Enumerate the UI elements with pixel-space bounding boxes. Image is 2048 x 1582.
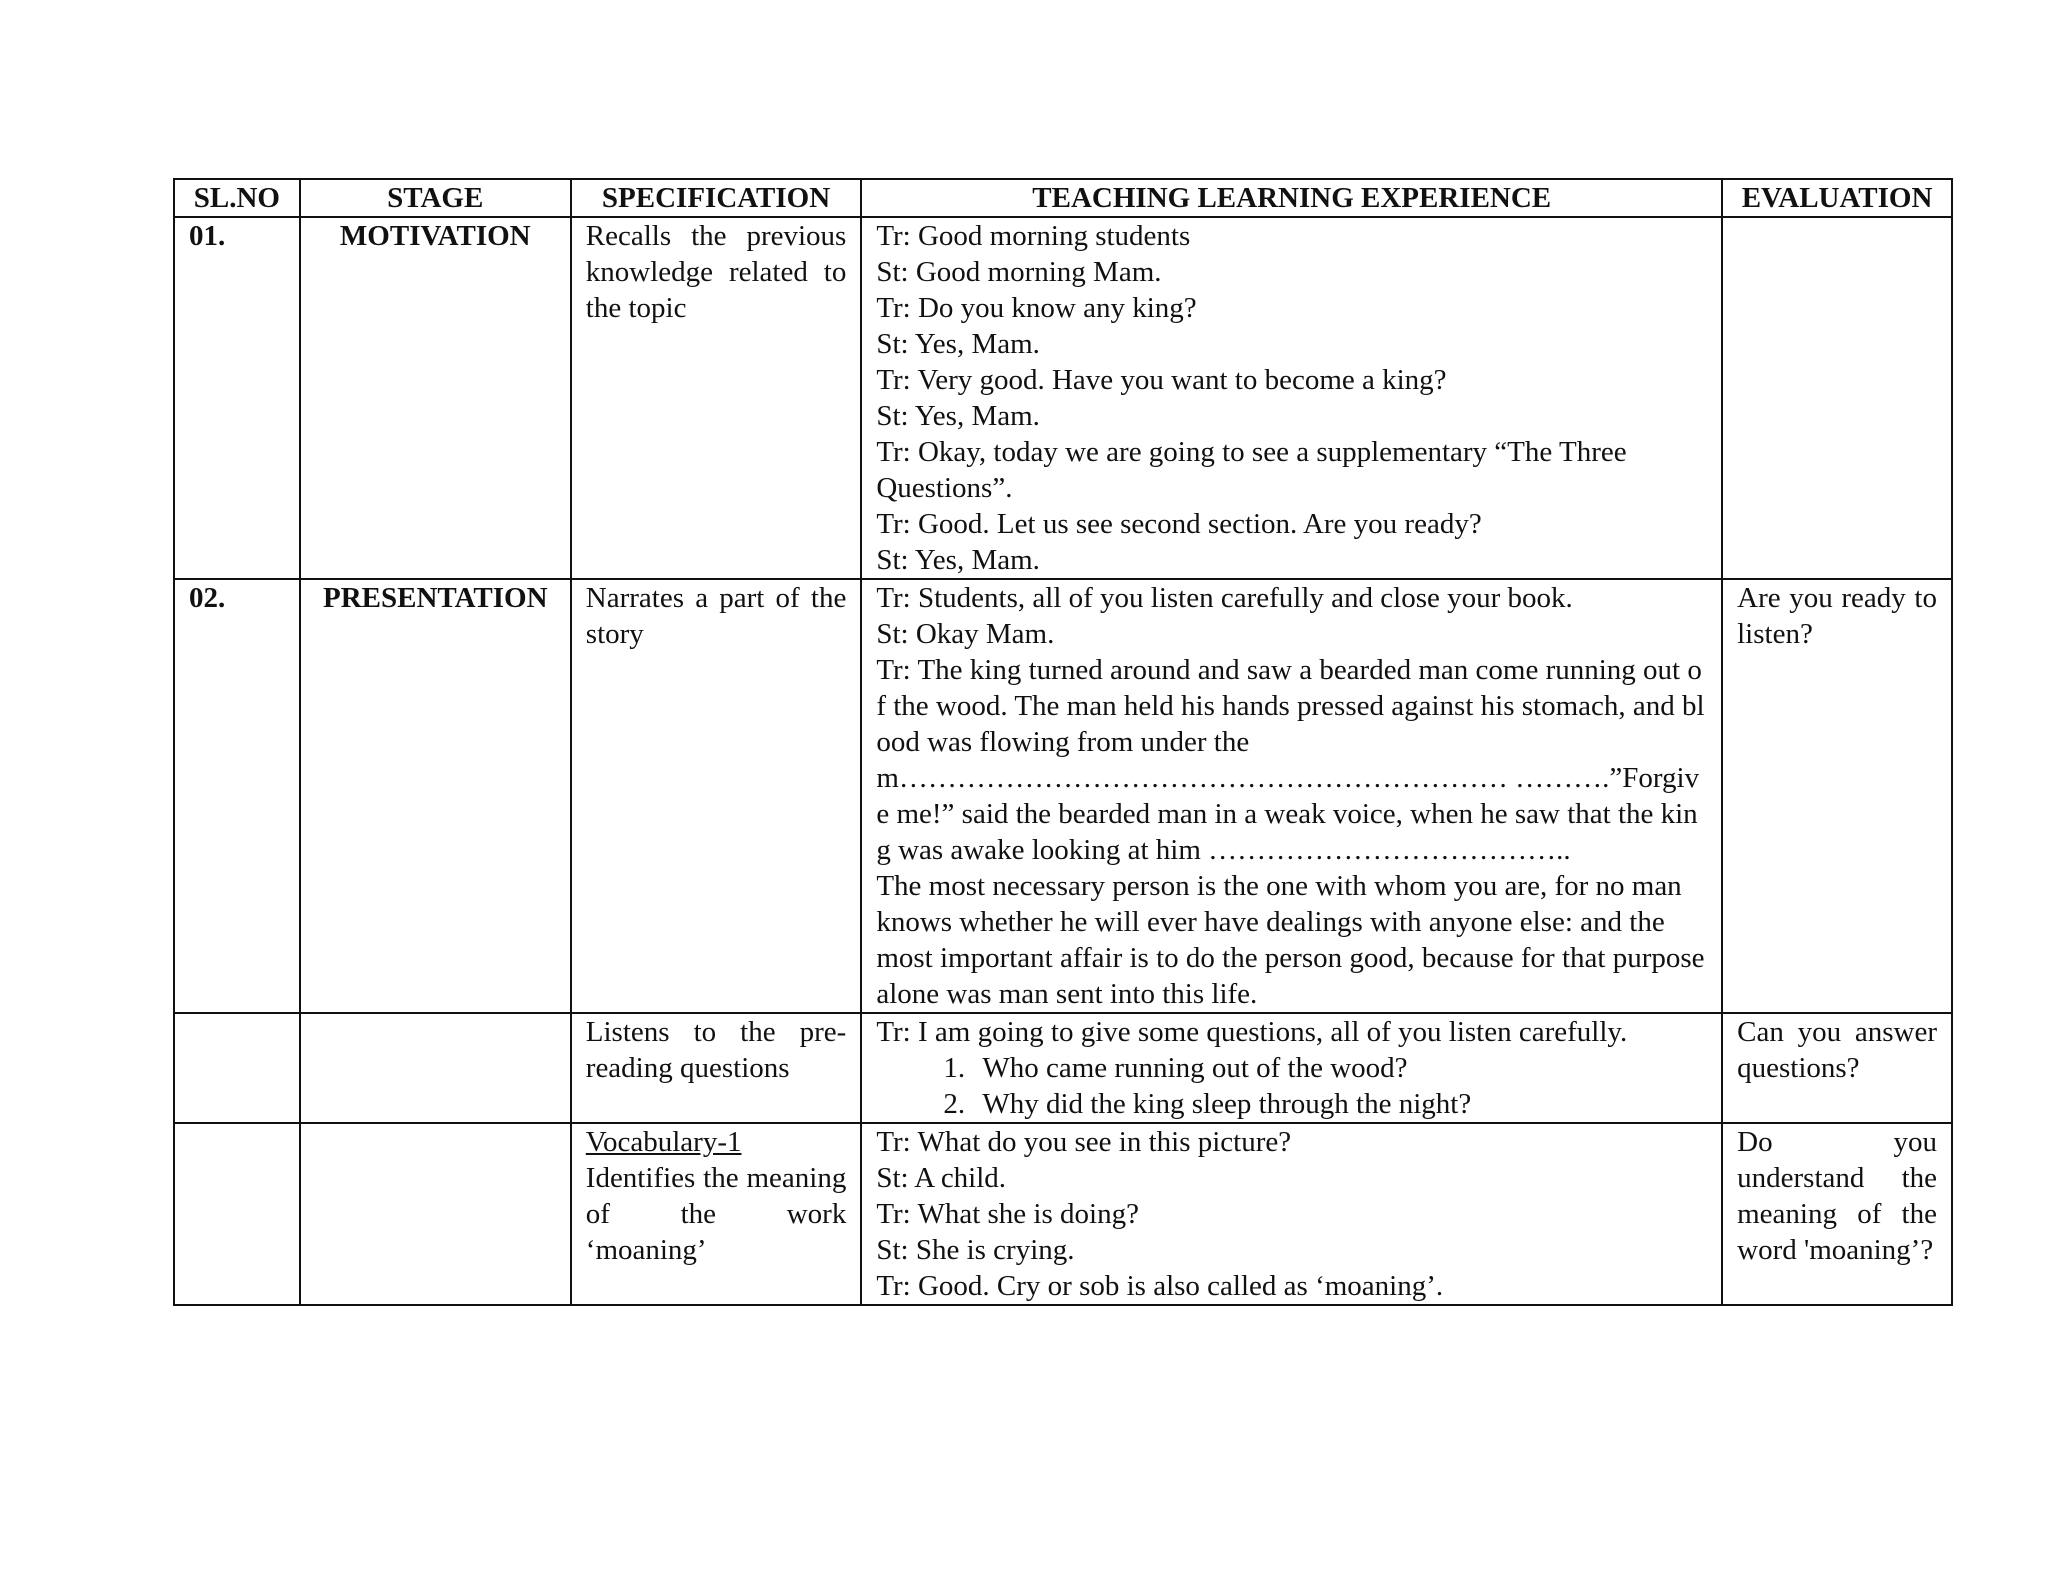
dialogue-line: Tr: What do you see in this picture? — [876, 1126, 1292, 1158]
stage-cell — [300, 1013, 571, 1123]
header-sl-no: SL.NO — [174, 179, 300, 217]
header-evaluation: EVALUATION — [1722, 179, 1952, 217]
dialogue-line: Tr: Do you know any king? — [876, 292, 1197, 324]
header-stage: STAGE — [300, 179, 571, 217]
dialogue-line: Tr: What she is doing? — [876, 1198, 1139, 1230]
specification-cell: Narrates a part of the story — [571, 579, 862, 1013]
table-row — [174, 1123, 1952, 1305]
header-teaching-learning-experience: TEACHING LEARNING EXPERIENCE — [861, 179, 1722, 217]
dialogue-line: Tr: I am going to give some questions, all of you listen carefully. — [876, 1016, 1628, 1048]
stage-cell — [300, 1123, 571, 1305]
evaluation-cell — [1722, 217, 1952, 579]
table-row — [174, 217, 1952, 579]
specification-cell: Listens to the pre-reading questions — [571, 1013, 862, 1123]
story-excerpt: Tr: The king turned around and saw a bearded man come running out of the wood. The man held his hands pressed against his stomach, and blood was flowing from under them……………………………………………………… ……….”Forgive me!” said the bearded man in a weak voice, when he saw that the king was awake looking at him ……………………………….. — [876, 654, 1705, 866]
header-row — [174, 179, 1952, 217]
evaluation-cell: Can you answer questions? — [1722, 1013, 1952, 1123]
sl-no-cell: 01. — [174, 217, 300, 579]
dialogue-line: St: Good morning Mam. — [876, 256, 1162, 288]
dialogue-line: St: She is crying. — [876, 1234, 1075, 1266]
table-row — [174, 579, 1952, 1013]
lesson-plan-table — [173, 178, 1953, 1306]
question-list — [876, 1050, 1707, 1122]
dialogue-line: St: A child. — [876, 1162, 1007, 1194]
experience-cell — [861, 217, 1722, 579]
dialogue-line: St: Yes, Mam. — [876, 400, 1040, 432]
dialogue-line: Tr: Good. Let us see second section. Are you ready? — [876, 508, 1482, 540]
dialogue-line: Tr: Students, all of you listen carefully and close your book. — [876, 582, 1573, 614]
stage-cell: PRESENTATION — [300, 579, 571, 1013]
dialogue-line: St: Okay Mam. — [876, 618, 1055, 650]
sl-no-cell — [174, 1123, 300, 1305]
dialogue-line: St: Yes, Mam. — [876, 544, 1040, 576]
dialogue-line: St: Yes, Mam. — [876, 328, 1040, 360]
stage-cell: MOTIVATION — [300, 217, 571, 579]
experience-cell — [861, 1123, 1722, 1305]
dialogue-line: Tr: Good. Cry or sob is also called as ‘moaning’. — [876, 1270, 1444, 1302]
story-excerpt: The most necessary person is the one with whom you are, for no man knows whether he will ever have dealings with anyone else: and the most important affair is to do the person good, because for that purpose alone was man sent into this life. — [876, 870, 1712, 1010]
list-item: 1. Who came running out of the wood? — [972, 1050, 1707, 1086]
sl-no-cell — [174, 1013, 300, 1123]
sl-no-cell: 02. — [174, 579, 300, 1013]
experience-cell — [861, 579, 1722, 1013]
specification-cell: Recalls the previous knowledge related to the topic — [571, 217, 862, 579]
evaluation-cell: Do you understand the meaning of the word 'moaning’? — [1722, 1123, 1952, 1305]
specification-cell — [571, 1123, 862, 1305]
vocabulary-heading: Vocabulary-1 — [585, 1126, 742, 1158]
list-item: 2. Why did the king sleep through the night? — [972, 1086, 1707, 1122]
header-specification: SPECIFICATION — [571, 179, 862, 217]
dialogue-line: Tr: Very good. Have you want to become a king? — [876, 364, 1447, 396]
experience-cell — [861, 1013, 1722, 1123]
specification-text: Identifies the meaning of the work ‘moaning’ — [585, 1162, 847, 1266]
dialogue-line: Tr: Good morning students — [876, 220, 1191, 252]
evaluation-cell: Are you ready to listen? — [1722, 579, 1952, 1013]
table-row — [174, 1013, 1952, 1123]
dialogue-line: Tr: Okay, today we are going to see a supplementary “The Three Questions”. — [876, 436, 1634, 504]
